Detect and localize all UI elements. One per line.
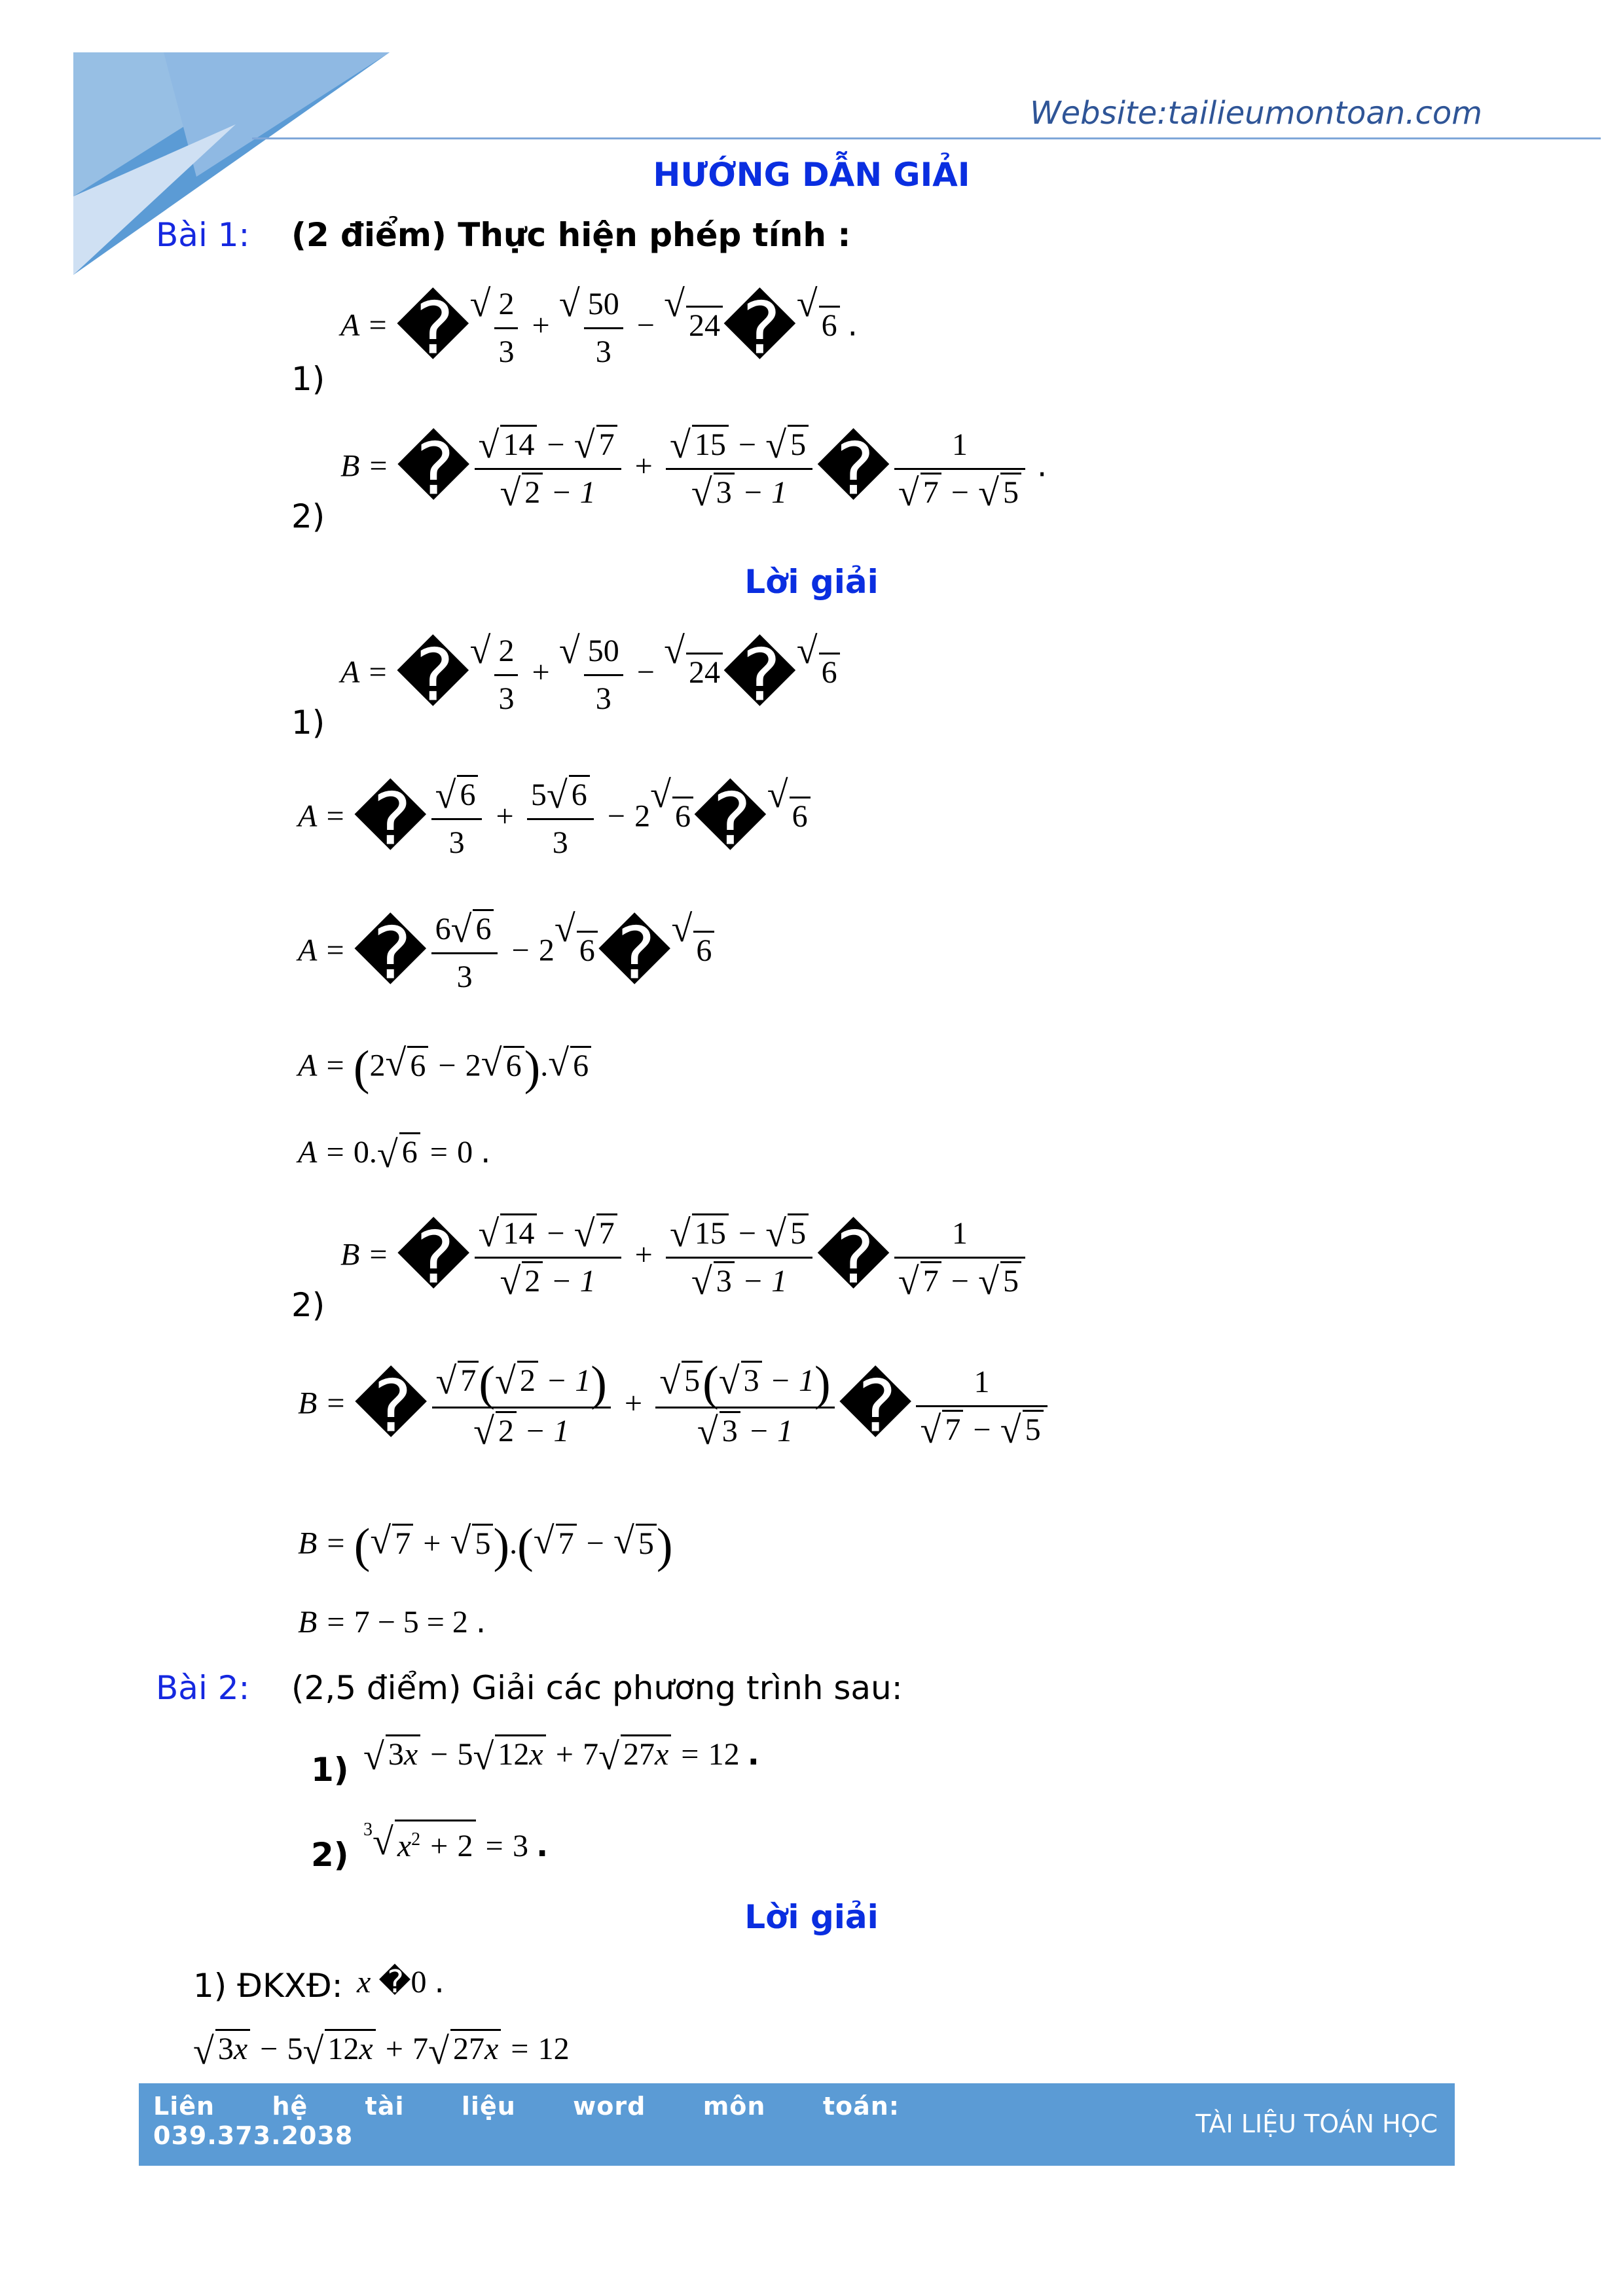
header-divider (252, 137, 1601, 139)
formula-a-result: A = 0.√ 6 = 0 . (298, 1133, 491, 1175)
missing-glyph-icon: � (816, 1215, 890, 1300)
missing-glyph-icon: � (353, 911, 428, 996)
bai1-item2-label: 2) (291, 497, 325, 535)
missing-glyph-icon: � (353, 777, 428, 861)
footer-contact-line1: Liên hệ tài liệu word môn toán: (153, 2092, 900, 2121)
formula-eq2: $^3$√ $x^2 + 2 = 3$ . (363, 1820, 549, 1864)
missing-glyph-icon: � (396, 1215, 471, 1300)
missing-glyph-icon: � (722, 286, 797, 370)
bai1-label: Bài 1: (156, 216, 250, 254)
formula-a-step4: A = (2√ 6 − 2√ 6).√ 6 (298, 1041, 591, 1096)
formula-a-step2: A = � $\frac{√ 6}{3}$ + $\frac{5√ 6}{3}$ − 2√6�√6 (298, 772, 811, 866)
footer-contact-phone: 039.373.2038 (153, 2121, 354, 2150)
bai2-dkxd-label: 1) ĐKXĐ: (193, 1967, 343, 2005)
footer-bar (139, 2083, 1455, 2166)
page-title: HƯỚNG DẪN GIẢI (653, 156, 970, 194)
formula-eq1-restated: √ 3x − 5√ 12x + 7√ 27x = 12 (193, 2030, 570, 2072)
formula-b-result: B = 7 − 5 = 2 . (298, 1604, 486, 1640)
bai1-item1-label: 1) (291, 360, 325, 398)
bai2-label: Bài 2: (156, 1669, 250, 1707)
missing-glyph-icon: � (838, 1364, 913, 1448)
footer-brand: TÀI LIỆU TOÁN HỌC (1195, 2109, 1438, 2138)
formula-b-step3: B = (√ 7 + √ 5).(√ 7 − √ 5) (298, 1519, 673, 1573)
missing-glyph-icon: � (396, 427, 471, 511)
formula-b-step2: B = � $\frac{√ 7(√ 2 - 1)}{√ 2 - 1}$ + $\frac{√ 5(√ 3 - 1)}{√ 3 - 1}$ � $\frac{1}{√ 7 - √ 5}$ (298, 1358, 1051, 1454)
formula-a-step3: A = � $\frac{6√ 6}{3}$ − 2√6�√6 (298, 906, 714, 1000)
bai1-sol-item2-label: 2) (291, 1286, 325, 1324)
bai2-loi-giai: Lời giải (744, 1898, 879, 1936)
missing-glyph-icon: � (395, 286, 470, 370)
missing-glyph-icon: � (395, 633, 470, 717)
formula-a-step1: A = �√ $\frac{2}{3}$ + √ $\frac{50}{3}$ − √24�√6 (340, 628, 840, 722)
bai1-loi-giai: Lời giải (744, 563, 879, 601)
formula-eq1: √ 3x − 5√ 12x + 7√ 27x = 12 . (363, 1735, 759, 1778)
bai1-sol-item1-label: 1) (291, 704, 325, 742)
missing-glyph-icon: � (378, 1965, 411, 2000)
bai1-heading: (2 điểm) Thực hiện phép tính : (291, 216, 851, 254)
bai2-item1-label: 1) (311, 1751, 349, 1789)
bai2-item2-label: 2) (311, 1836, 349, 1874)
missing-glyph-icon: � (354, 1364, 428, 1448)
missing-glyph-icon: � (816, 427, 890, 511)
website-link[interactable]: Website:tailieumontoan.com (1030, 95, 1482, 132)
missing-glyph-icon: � (597, 911, 672, 996)
formula-b-problem: B = � $\frac{√ 14 - √ 7}{√ 2 - 1}$ + $\frac{√ 15 - √ 5}{√ 3 - 1}$ � $\frac{1}{√ 7 - √ 5}$ . (340, 423, 1048, 514)
missing-glyph-icon: � (722, 633, 797, 717)
formula-b-step1: B = � $\frac{√ 14 - √ 7}{√ 2 - 1}$ + $\frac{√ 15 - √ 5}{√ 3 - 1}$ � $\frac{1}{√ 7 - √ 5}$ (340, 1211, 1029, 1304)
missing-glyph-icon: � (693, 777, 767, 861)
formula-a-problem: A = �√ $\frac{2}{3}$ + √ $\frac{50}{3}$ − √24�√6 . (340, 282, 858, 370)
bai2-heading: (2,5 điểm) Giải các phương trình sau: (291, 1669, 903, 1707)
formula-dkxd: x �0 . (357, 1964, 445, 2000)
